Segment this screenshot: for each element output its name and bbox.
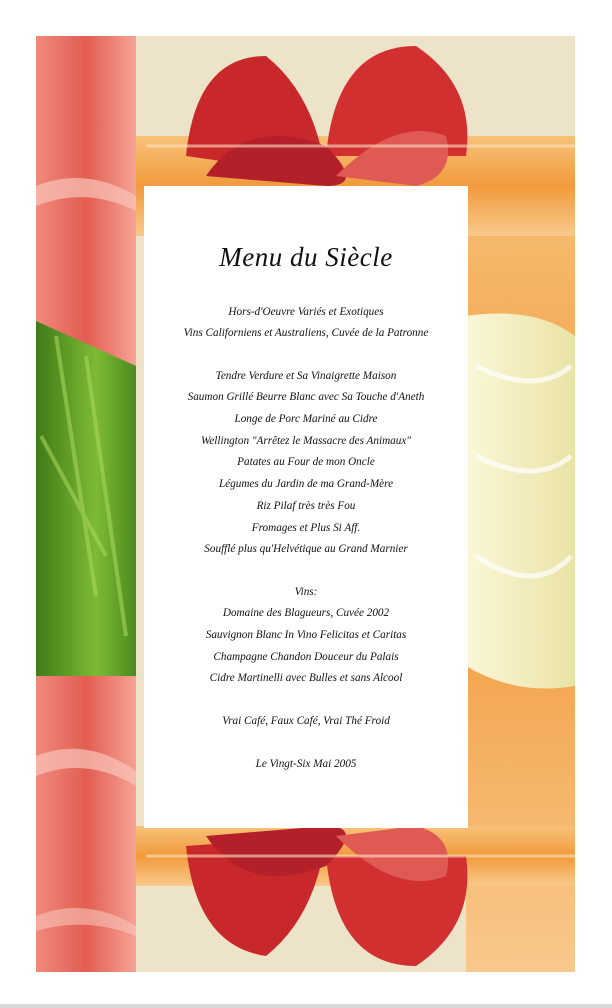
menu-line: Vrai Café, Faux Café, Vrai Thé Froid (222, 715, 390, 727)
menu-line: Wellington "Arrêtez le Massacre des Animaux" (200, 435, 411, 447)
menu-line: Riz Pilaf très très Fou (256, 500, 356, 512)
menu-line: Hors-d'Oeuvre Variés et Exotiques (228, 306, 384, 318)
page-bottom-divider (0, 1004, 612, 1008)
menu-line: Domaine des Blagueurs, Cuvée 2002 (222, 607, 390, 619)
menu-line: Fromages et Plus Si Aff. (251, 522, 361, 534)
menu-line: Saumon Grillé Beurre Blanc avec Sa Touche d'Aneth (187, 391, 425, 403)
menu-line: Champagne Chandon Douceur du Palais (213, 651, 399, 663)
menu-line: Soufflé plus qu'Helvétique au Grand Marnier (204, 543, 408, 555)
menu-line: Légumes du Jardin de ma Grand-Mère (218, 478, 394, 490)
menu-line: Patates au Four de mon Oncle (237, 456, 375, 468)
menu-line: Longe de Porc Mariné au Cidre (234, 413, 378, 425)
menu-line: Tendre Verdure et Sa Vinaigrette Maison (215, 370, 397, 382)
menu-line: Sauvignon Blanc In Vino Felicitas et Caritas (205, 629, 407, 641)
menu-date: Le Vingt-Six Mai 2005 (255, 758, 357, 770)
menu-line: Vins Californiens et Australiens, Cuvée de la Patronne (183, 327, 429, 339)
menu-card (144, 186, 468, 828)
menu-line: Cidre Martinelli avec Bulles et sans Alcool (209, 672, 403, 684)
menu-line: Vins: (294, 586, 318, 598)
menu-title: Menu du Siècle (219, 242, 393, 272)
